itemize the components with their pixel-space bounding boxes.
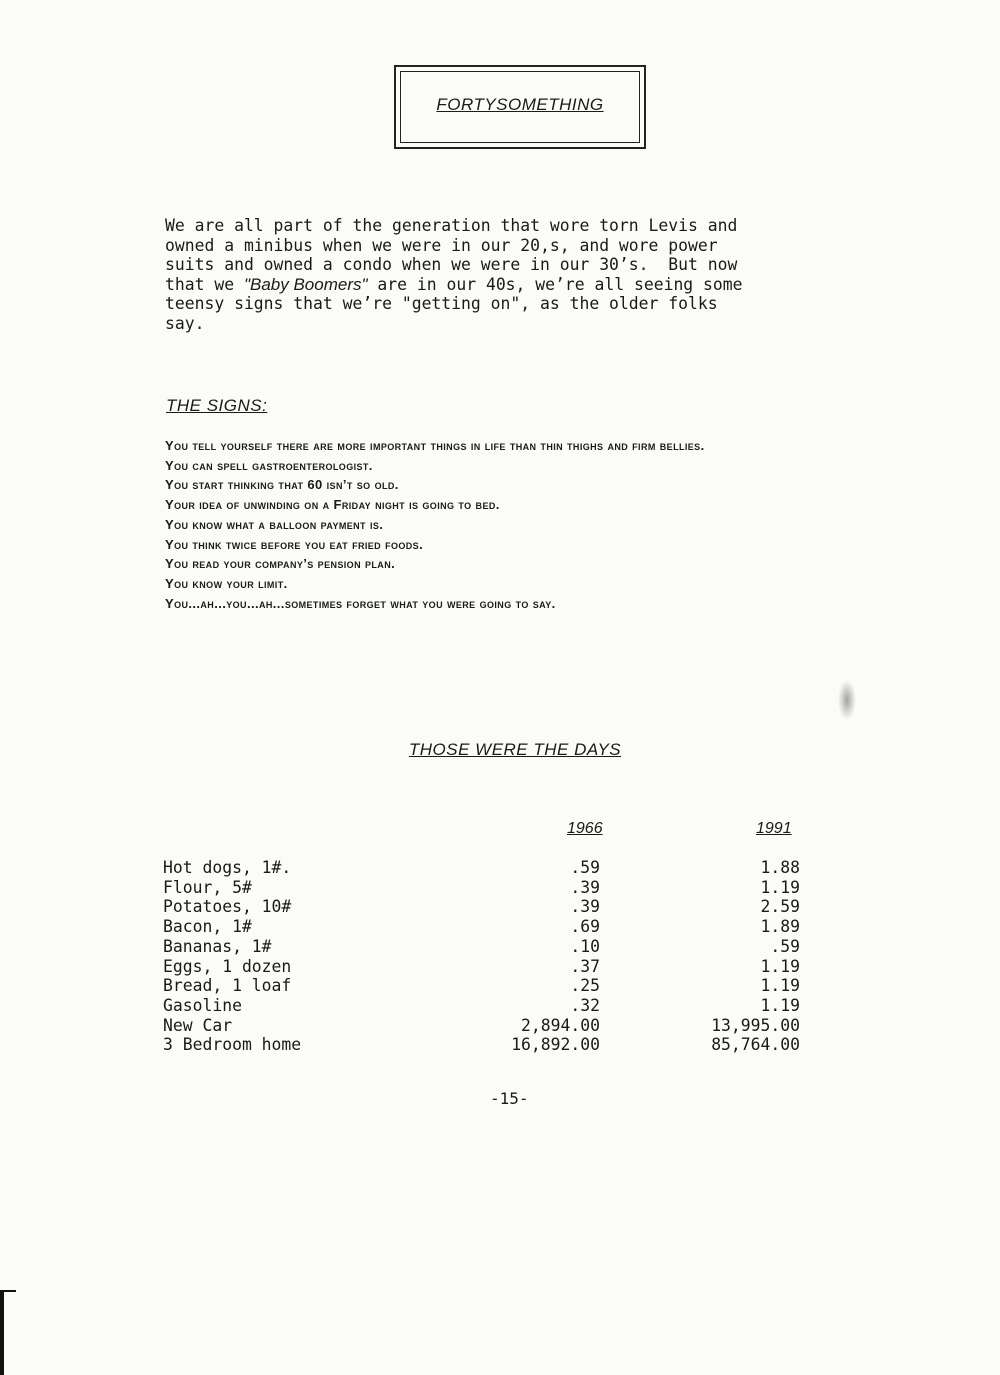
table-row xyxy=(163,858,800,878)
item-name: Bacon, 1# xyxy=(163,917,252,937)
price-1966: .25 xyxy=(570,976,600,996)
item-name: 3 Bedroom home xyxy=(163,1035,302,1055)
price-1966: .32 xyxy=(570,995,600,1015)
price-1991: 1.88 xyxy=(760,858,800,877)
intro-line: We are all part of the generation that wore torn Levis and xyxy=(165,216,738,235)
price-1991: 1.19 xyxy=(760,976,800,996)
price-1966: .69 xyxy=(570,917,600,937)
item-name: Gasoline xyxy=(163,995,242,1015)
scan-edge-line xyxy=(0,1290,4,1375)
price-1966: .59 xyxy=(570,858,600,877)
intro-line: suits and owned a condo when we were in our 30’s. But now xyxy=(165,255,738,275)
item-name: Bread, 1 loaf xyxy=(163,976,292,996)
price-1991: 1.19 xyxy=(760,956,800,976)
price-1991: 85,764.00 xyxy=(711,1035,800,1055)
column-header-1991: 1991 xyxy=(756,820,792,837)
price-1966: .39 xyxy=(570,897,600,917)
item-name: Bananas, 1# xyxy=(163,936,272,956)
page-number: -15- xyxy=(490,1089,529,1108)
price-1966: 16,892.00 xyxy=(511,1035,600,1055)
table-row xyxy=(163,897,800,917)
sign-item: You...ah...you...ah...sometimes forget what you were going to say. xyxy=(165,595,556,611)
table-row xyxy=(163,996,800,1016)
price-1991: 2.59 xyxy=(760,897,800,917)
item-name: Eggs, 1 dozen xyxy=(163,956,292,976)
price-1991: .59 xyxy=(770,936,800,956)
column-header-1966: 1966 xyxy=(567,820,603,837)
price-1966: .39 xyxy=(570,877,600,897)
scan-edge-tick xyxy=(0,1290,16,1292)
sign-item: You think twice before you eat fried foods. xyxy=(165,536,424,552)
table-row xyxy=(163,937,800,957)
sign-item: Your idea of unwinding on a Friday night is going to bed. xyxy=(165,497,500,513)
page-title: FORTYSOMETHING xyxy=(436,95,604,114)
intro-line: owned a minibus when we were in our 20,s, and wore power xyxy=(165,235,718,255)
ink-smudge xyxy=(838,680,856,720)
table-row xyxy=(163,976,800,996)
item-name: New Car xyxy=(163,1015,233,1035)
price-table xyxy=(163,858,800,1055)
signs-list xyxy=(165,436,845,613)
price-1991: 1.19 xyxy=(760,877,800,897)
price-1966: .37 xyxy=(570,956,600,976)
sign-item: You start thinking that 60 isn’t so old. xyxy=(165,477,399,493)
intro-line: that we xyxy=(165,274,244,294)
item-name: Flour, 5# xyxy=(163,877,252,897)
item-name: Hot dogs, 1#. xyxy=(163,858,292,877)
item-name: Potatoes, 10# xyxy=(163,897,292,917)
price-1966: .10 xyxy=(570,936,600,956)
sign-item: You know your limit. xyxy=(165,575,288,591)
sign-item: You know what a balloon payment is. xyxy=(165,516,384,532)
table-row xyxy=(163,1035,800,1055)
sign-item: You read your company’s pension plan. xyxy=(165,556,396,572)
intro-line: teensy signs that we’re "getting on", as the older folks xyxy=(165,294,718,314)
intro-italic-phrase: "Baby Boomers" xyxy=(243,274,368,294)
intro-line: are in our 40s, we’re all seeing some xyxy=(367,274,743,294)
price-1966: 2,894.00 xyxy=(521,1015,600,1035)
sign-item: You can spell gastroenterologist. xyxy=(165,457,373,473)
price-1991: 1.89 xyxy=(760,917,800,937)
intro-paragraph xyxy=(165,216,885,334)
price-1991: 13,995.00 xyxy=(711,1015,800,1035)
sign-item: You tell yourself there are more important things in life than thin thighs and firm bellies. xyxy=(165,438,705,453)
days-heading: THOSE WERE THE DAYS xyxy=(408,740,622,759)
title-box xyxy=(394,65,646,149)
table-row xyxy=(163,917,800,937)
table-row xyxy=(163,1016,800,1036)
table-row xyxy=(163,878,800,898)
price-1991: 1.19 xyxy=(760,995,800,1015)
intro-line: say. xyxy=(165,313,205,333)
signs-heading: THE SIGNS: xyxy=(166,396,268,415)
table-row xyxy=(163,957,800,977)
